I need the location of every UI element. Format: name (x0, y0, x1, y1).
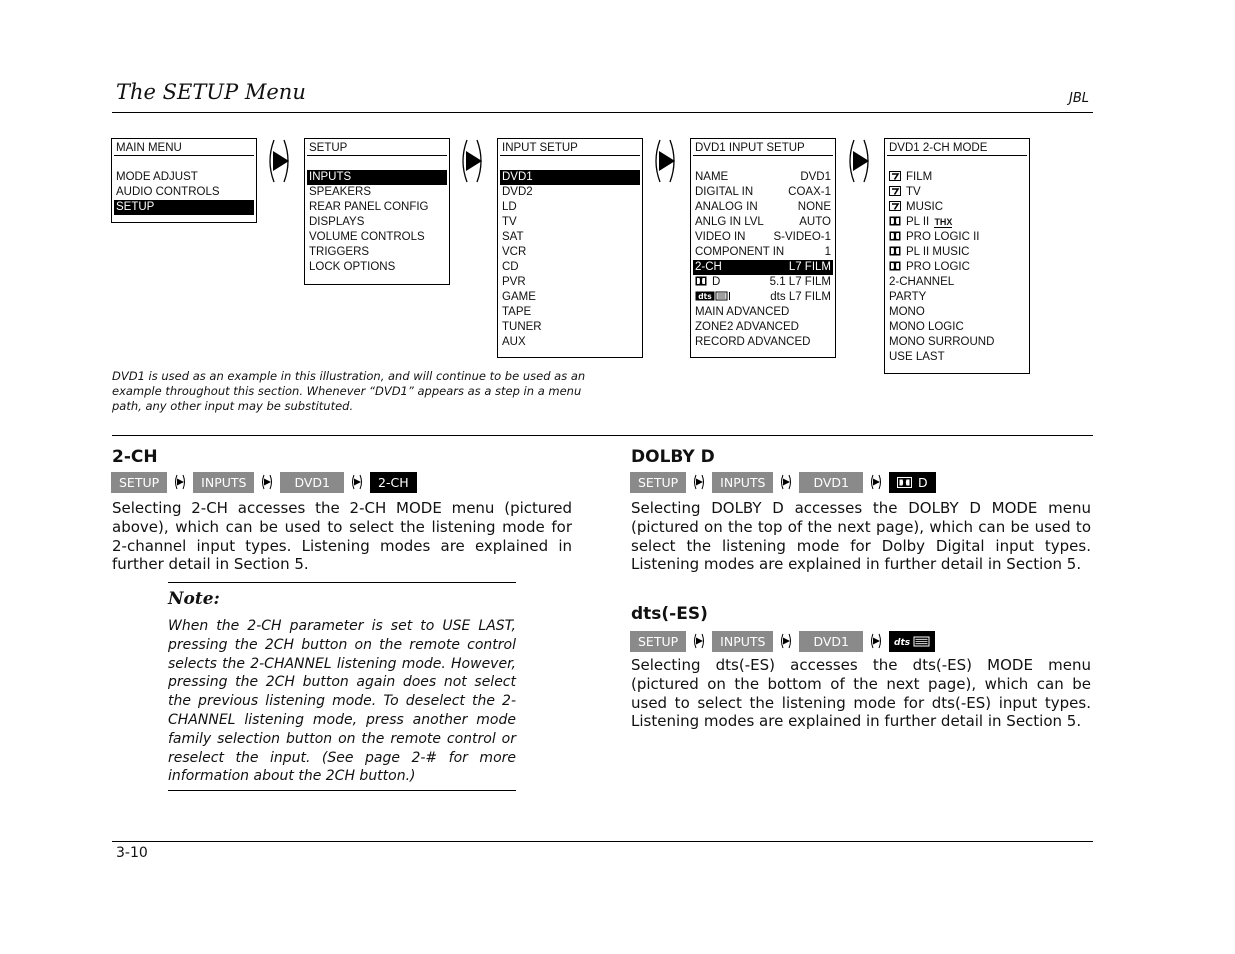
menu-title: MAIN MENU (114, 142, 254, 156)
menu-item: TAPE (502, 306, 532, 318)
menu-title: SETUP (307, 142, 447, 156)
menu-row: VIDEO IN S-VIDEO-1 (695, 231, 831, 243)
path-chip: INPUTS (712, 631, 773, 652)
path-chip-active (889, 631, 935, 652)
menu-row: MAIN ADVANCED (695, 306, 790, 318)
dts-es-icon (893, 635, 931, 648)
menu-item: TV (502, 216, 517, 228)
menu-item: LD (502, 201, 517, 213)
menu-row: COMPONENT IN 1 (695, 246, 831, 258)
page-number: 3-10 (116, 845, 148, 861)
path-arrow-icon (173, 474, 187, 490)
path-chip: INPUTS (712, 472, 773, 493)
dolby-icon (889, 231, 901, 241)
menu-item: PARTY (889, 291, 927, 303)
menu-row: D 5.1 L7 FILM (693, 275, 833, 290)
path-chip: INPUTS (193, 472, 254, 493)
path-chip: SETUP (111, 472, 167, 493)
menu-item: TUNER (502, 321, 542, 333)
menu-item: CD (502, 261, 519, 273)
figure-caption: DVD1 is used as an example in this illustration, and will continue to be used as an example throughout this section. Whenever “DVD1” appears as a step in a menu path, any other input may be substituted. (112, 369, 586, 413)
menu-title: INPUT SETUP (500, 142, 640, 156)
path-arrow-icon (692, 474, 706, 490)
menu-item: VCR (502, 246, 527, 258)
svg-text:dts: dts (698, 292, 712, 301)
header-rule (112, 112, 1093, 113)
dolby-icon (889, 216, 901, 226)
dvd1-2ch-mode-menu-box (884, 138, 1030, 374)
arrow-right-icon (458, 139, 486, 183)
path-arrow-icon (869, 633, 883, 649)
path-chip: DVD1 (280, 472, 344, 493)
menu-item-selected: DVD1 (500, 170, 640, 185)
section-heading-2ch: 2-CH (112, 447, 158, 467)
section-heading-dts: dts(-ES) (631, 604, 708, 624)
menu-item: TRIGGERS (309, 246, 370, 258)
menu-item: SAT (502, 231, 524, 243)
menu-item: DVD2 (502, 186, 533, 198)
main-menu-box (111, 138, 257, 223)
menu-item-selected: SETUP (114, 200, 254, 215)
dts-es-icon (695, 291, 731, 301)
menu-item: PL II MUSIC (887, 245, 1027, 260)
arrow-right-icon (265, 139, 293, 183)
menu-item: REAR PANEL CONFIG (309, 201, 429, 213)
path-arrow-icon (779, 474, 793, 490)
menu-item: PRO LOGIC (887, 260, 1027, 275)
menu-row: dts dts L7 FILM (693, 290, 833, 305)
setup-menu-box (304, 138, 450, 285)
menu-item-selected: INPUTS (307, 170, 447, 185)
page-title: The SETUP Menu (116, 80, 306, 104)
path-chip: SETUP (630, 631, 686, 652)
menu-path-dts (630, 630, 935, 652)
section-body-dolby: Selecting DOLBY D accesses the DOLBY D MODE menu (pictured on the top of the next page), which can be used to select the listening mode for Dolby Digital input types. Listening modes are explained in further detail in Section 5. (631, 499, 1091, 574)
menu-item: DISPLAYS (309, 216, 365, 228)
menu-item: VOLUME CONTROLS (309, 231, 425, 243)
menu-item: MONO LOGIC (889, 321, 964, 333)
menu-item: GAME (502, 291, 536, 303)
path-chip-active: 2-CH (370, 472, 417, 493)
dolby-icon (889, 261, 901, 271)
menu-path-2ch (111, 471, 417, 493)
arrow-right-icon (651, 139, 679, 183)
thx-badge: THX (934, 217, 953, 227)
path-arrow-icon (692, 633, 706, 649)
path-arrow-icon (260, 474, 274, 490)
path-arrow-icon (779, 633, 793, 649)
menu-title: DVD1 2-CH MODE (887, 142, 1027, 156)
menu-item: FILM (887, 170, 1027, 185)
menu-row: NAME DVD1 (695, 171, 831, 183)
section-heading-dolby: DOLBY D (631, 447, 715, 467)
note-body: When the 2-CH parameter is set to USE LAST, pressing the 2CH button on the remote control selects the 2-CHANNEL listening mode. However, pressing the 2CH button again does not select the previous listening mode. To deselect the 2-CHANNEL listening mode, press another mode family selection button on the remote control or reselect the input. (See page 2-# for more information about the 2CH button.) (168, 618, 516, 785)
menu-item: MUSIC (887, 200, 1027, 215)
logic7-icon (889, 201, 901, 211)
menu-item: SPEAKERS (309, 186, 371, 198)
logic7-icon (889, 171, 901, 181)
menu-row: ANLG IN LVL AUTO (695, 216, 831, 228)
menu-item: PVR (502, 276, 526, 288)
menu-item: PRO LOGIC II (887, 230, 1027, 245)
footer-rule (112, 841, 1093, 842)
menu-item: LOCK OPTIONS (309, 261, 396, 273)
path-chip: DVD1 (799, 631, 863, 652)
menu-row: DIGITAL IN COAX-1 (695, 186, 831, 198)
path-chip-active: D (889, 472, 936, 493)
menu-row: RECORD ADVANCED (695, 336, 811, 348)
menu-item: MODE ADJUST (116, 171, 198, 183)
dolby-icon (695, 276, 707, 286)
note-title: Note: (168, 589, 220, 609)
menu-item: TV (887, 185, 1027, 200)
menu-item: MONO SURROUND (889, 336, 995, 348)
path-chip: DVD1 (799, 472, 863, 493)
svg-text:dts: dts (894, 637, 911, 648)
menu-item: AUDIO CONTROLS (116, 186, 220, 198)
path-chip: SETUP (630, 472, 686, 493)
dvd1-input-setup-menu-box (690, 138, 836, 358)
menu-row: ZONE2 ADVANCED (695, 321, 799, 333)
brand-label: JBL (1069, 91, 1089, 106)
section-rule (112, 435, 1093, 436)
path-arrow-icon (350, 474, 364, 490)
menu-item: AUX (502, 336, 526, 348)
menu-row: ANALOG IN NONE (695, 201, 831, 213)
arrow-right-icon (845, 139, 873, 183)
menu-path-dolby (630, 471, 936, 493)
note-box (168, 582, 516, 791)
dolby-icon (897, 477, 912, 488)
dolby-icon (889, 246, 901, 256)
menu-item: MONO (889, 306, 925, 318)
menu-item: PL II THX (887, 215, 1027, 230)
menu-item: 2-CHANNEL (889, 276, 955, 288)
section-body-dts: Selecting dts(-ES) accesses the dts(-ES) MODE menu (pictured on the bottom of the next page), which can be used to select the listening mode for dts(-ES) input types. Listening modes are explained in further detail in Section 5. (631, 656, 1091, 731)
input-setup-menu-box (497, 138, 643, 358)
menu-item: USE LAST (889, 351, 945, 363)
path-arrow-icon (869, 474, 883, 490)
section-body-2ch: Selecting 2-CH accesses the 2-CH MODE menu (pictured above), which can be used to select the listening mode for 2-channel input types. Listening modes are explained in further detail in Section 5. (112, 499, 572, 574)
menu-row-selected: 2-CH L7 FILM (695, 261, 831, 273)
menu-title: DVD1 INPUT SETUP (693, 142, 833, 156)
logic7-icon (889, 186, 901, 196)
